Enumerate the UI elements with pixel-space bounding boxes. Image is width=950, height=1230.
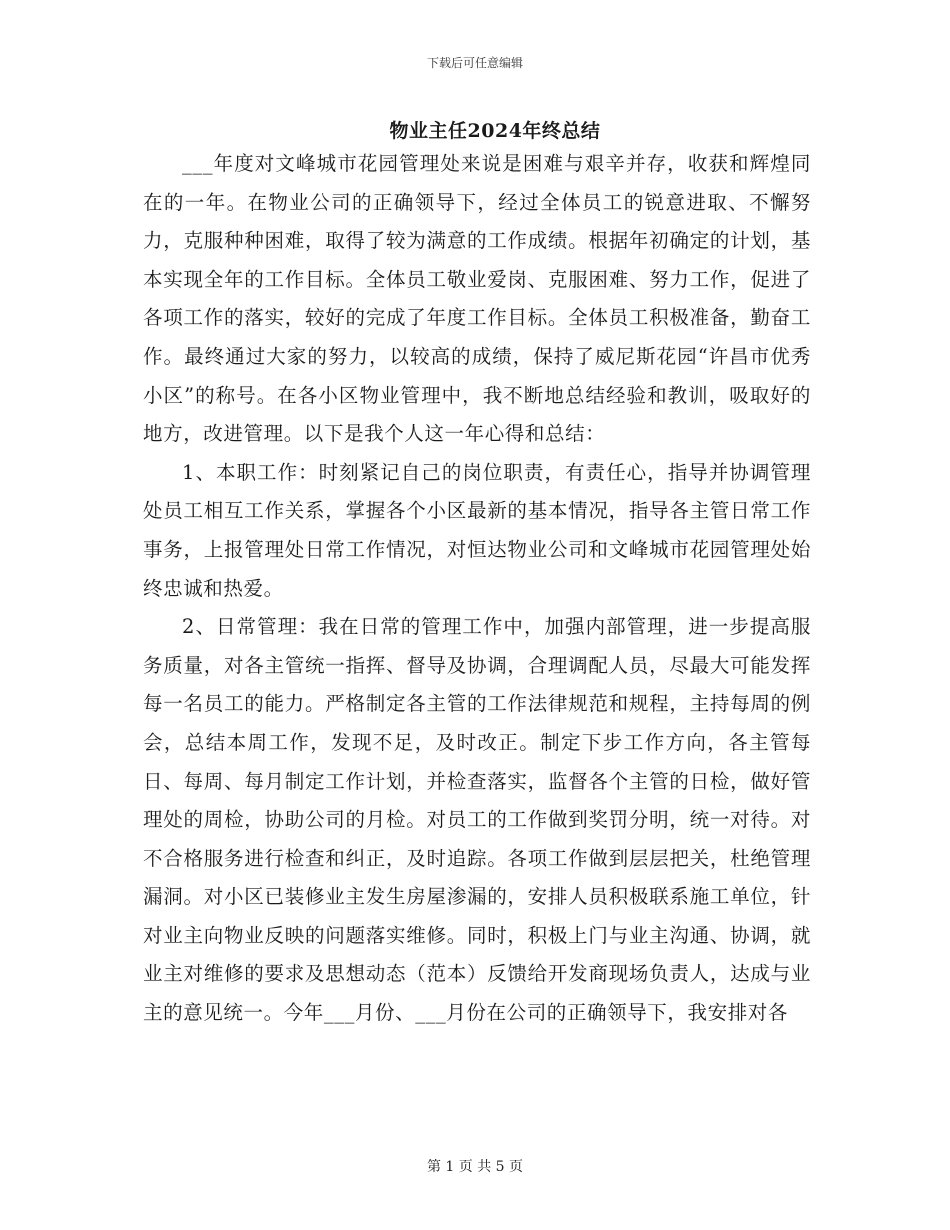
- paragraph-duty: 1、本职工作：时刻紧记自己的岗位职责，有责任心，指导并协调管理处员工相互工作关系，掌握各个小区最新的基本情况，指导各主管日常工作事务，上报管理处日常工作情况，对恒达物业公司和文峰城市花园管理处始终忠诚和热爱。: [143, 460, 811, 600]
- paragraph-intro: ___年度对文峰城市花园管理处来说是困难与艰辛并存，收获和辉煌同在的一年。在物业公司的正确领导下，经过全体员工的锐意进取、不懈努力，克服种种困难，取得了较为满意的工作成绩。根据年初确定的计划，基本实现全年的工作目标。全体员工敬业爱岗、克服困难、努力工作，促进了各项工作的落实，较好的完成了年度工作目标。全体员工积极准备，勤奋工作。最终通过大家的努力，以较高的成绩，保持了威尼斯花园“许昌市优秀小区”的称号。在各小区物业管理中，我不断地总结经验和教训，吸取好的地方，改进管理。以下是我个人这一年心得和总结：: [143, 152, 811, 446]
- header-note: 下载后可任意编辑: [426, 56, 523, 70]
- document-title: 物业主任2024年终总结: [389, 120, 601, 142]
- paragraph-management: 2、日常管理：我在日常的管理工作中，加强内部管理，进一步提高服务质量，对各主管统一指挥、督导及协调，合理调配人员，尽最大可能发挥每一名员工的能力。严格制定各主管的工作法律规范和规程，主持每周的例会，总结本周工作，发现不足，及时改正。制定下步工作方向，各主管每日、每周、每月制定工作计划，并检查落实，监督各个主管的日检，做好管理处的周检，协助公司的月检。对员工的工作做到奖罚分明，统一对待。对不合格服务进行检查和纠正，及时追踪。各项工作做到层层把关，杜绝管理漏洞。对小区已装修业主发生房屋渗漏的，安排人员积极联系施工单位，针对业主向物业反映的问题落实维修。同时，积极上门与业主沟通、协调，就业主对维修的要求及思想动态（范本）反馈给开发商现场负责人，达成与业主的意见统一。今年___月份、___月份在公司的正确领导下，我安排对各: [143, 615, 811, 1025]
- page-footer: 第 1 页 共 5 页: [426, 1159, 524, 1175]
- document-body: [143, 145, 811, 1033]
